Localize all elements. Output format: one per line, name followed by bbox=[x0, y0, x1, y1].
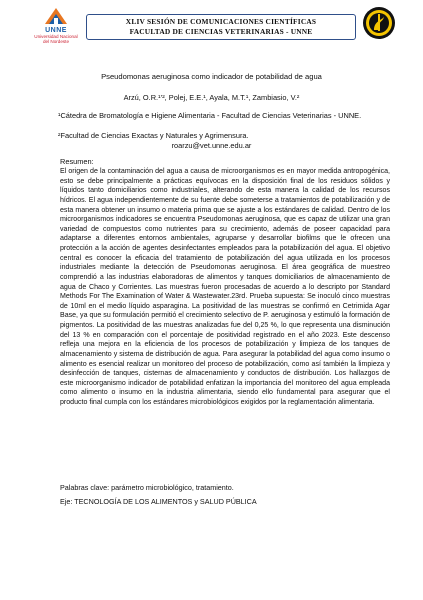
thematic-axis: Eje: TECNOLOGÍA DE LOS ALIMENTOS y SALUD PÚBLICA bbox=[60, 497, 257, 506]
affiliation-1: ¹Cátedra de Bromatología e Higiene Alimentaria - Facultad de Ciencias Veterinarias - UNNE. bbox=[58, 111, 362, 120]
veterinary-faculty-seal-icon bbox=[362, 6, 396, 40]
unne-logo bbox=[26, 6, 86, 44]
unne-logo-icon bbox=[43, 6, 69, 28]
abstract-heading: Resumen: bbox=[60, 157, 94, 166]
paper-authors: Arzú, O.R.¹’², Polej, E.E.¹, Ayala, M.T.¹, Zambiasio, V.² bbox=[123, 93, 300, 102]
keywords: Palabras clave: parámetro microbiológico, tratamiento. bbox=[60, 483, 234, 492]
page-header bbox=[18, 6, 406, 64]
faculty-title: FACULTAD DE CIENCIAS VETERINARIAS - UNNE bbox=[129, 27, 313, 36]
abstract-body: El origen de la contaminación del agua a causa de microorganismos es en mayor medida antropogénica, esto se debe principalmente a prácticas equívocas en la disposición final de los residuos sólidos y líquidos tanto domiciliarios como industriales, alterando de esta manera la calidad de los recursos hídricos. El agua independientemente de su fuente debe someterse a tratamientos de potabilización y de esta manera obtener un insumo o materia prima que se ajuste a los estándares de calidad. Dentro de los microorganismos indicadores se encuentra Pseudomonas aeruginosa, que es capaz de utilizar una gran variedad de compuestos como nutrientes para su crecimiento, además de poseer capacidad para adaptarse a diferentes entornos ambientales, agruparse y desarrollar biofilms que le ofrecen una protección a la acción de agentes desinfectantes empleados para la potabilización del agua. El objetivo central es conocer la eficacia del tratamiento de potabilización del agua utilizada en los procesos industriales mediante la detección de Pseudomonas aeruginosa. El área geográfica de muestreo comprendió a las industrias elaboradoras de alimentos y tanques domiciliarios de almacenamiento de agua de Chaco y Corrientes. Las muestras fueron procesadas de acuerdo a lo descripto por Standard Methods For The Examination of Water & Wastewater.23rd. Prueba supuesta: Se inoculó cinco muestras de 10ml en el medio líquido asparagina. La positividad de las muestras se confirmó en Cetrimida Agar Base, ya que su formulación permitió el crecimiento selectivo de P. aeruginosa y estimuló la formación de pigmentos. La positividad de las muestras analizadas fue del 0,25 %, lo que representa una disminución del 13 % en comparación con el porcentaje de positividad registrado en el año 2023. Este descenso refleja una mejora en la eficiencia de los procesos de potabilización y limpieza de los tanques de almacenamiento y sistema de distribución de agua. Para asegurar la potabilidad del agua como insumo o alimento es esencial realizar un monitoreo del proceso de potabilización, como así también la limpieza y desinfección de tanques, cisternas de almacenamiento y conductos de distribución. Los hallazgos de este microorganismo indicador de potabilidad enfatizan la importancia del monitoreo del agua empleada como alimento o insumo en la industria alimentaria, siendo ello fundamental para asegurar que el producto final cumpla con los estándares microbiológicos exigidos por la reglamentación alimentaria. bbox=[60, 168, 390, 406]
affiliation-2: ²Facultad de Ciencias Exactas y Naturales y Agrimensura. bbox=[58, 131, 249, 140]
conference-banner bbox=[86, 14, 356, 40]
paper-title: Pseudomonas aeruginosa como indicador de potabilidad de agua bbox=[101, 72, 322, 81]
contact-email: roarzu@vet.unne.edu.ar bbox=[171, 141, 252, 150]
unne-logo-name: UNNE bbox=[45, 27, 67, 34]
unne-logo-subtitle-2: del Nordeste bbox=[42, 39, 70, 44]
unne-logo-subtitle-1: Universidad Nacional bbox=[34, 34, 78, 39]
conference-title: XLIV SESIÓN DE COMUNICACIONES CIENTÍFICAS bbox=[125, 17, 317, 26]
